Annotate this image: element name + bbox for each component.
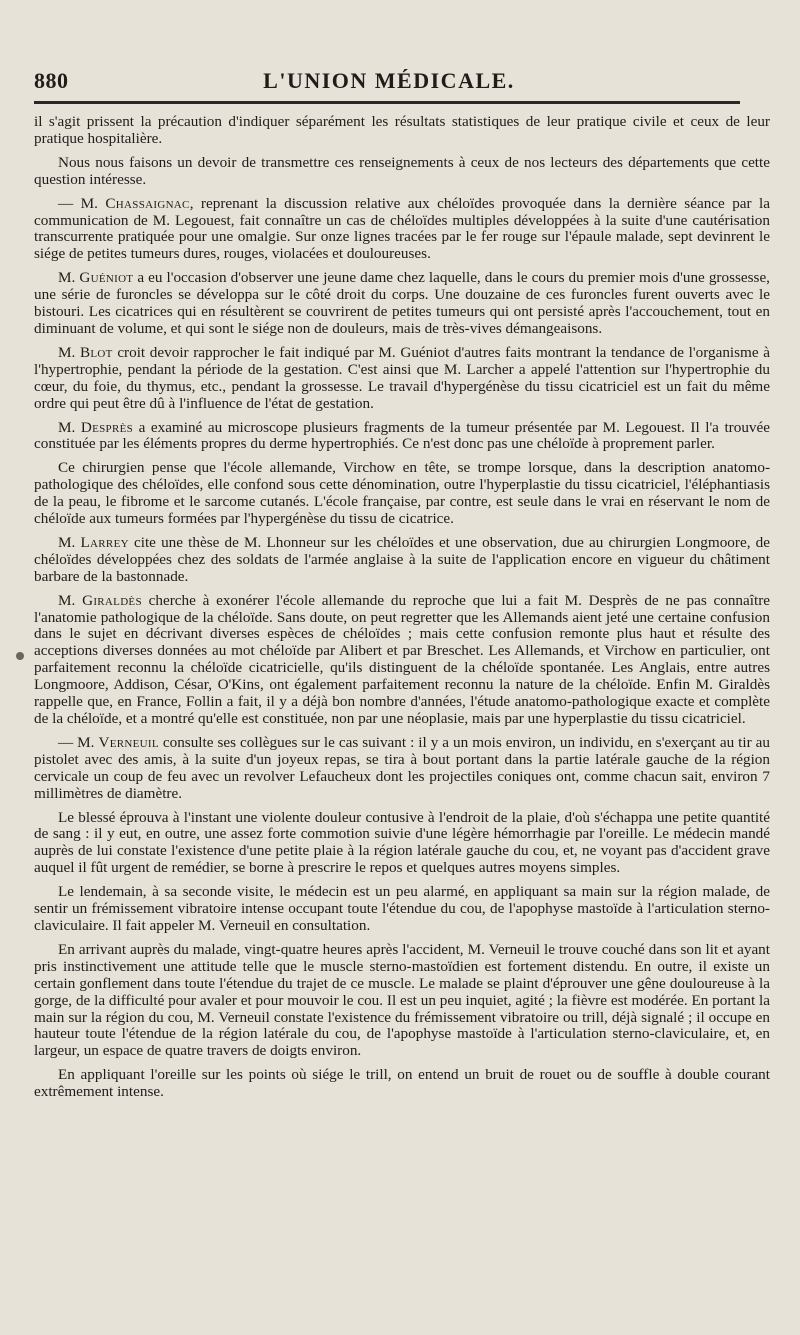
- page-header: [34, 64, 744, 98]
- paragraph-prefix: — M.: [58, 733, 99, 751]
- paragraph: [34, 155, 770, 189]
- speaker-name: Verneuil: [98, 733, 159, 751]
- paragraph-text: En arrivant auprès du malade, vingt-quatre heures après l'accident, M. Verneuil le trouve couché dans son lit et ayant pris instinctivement une attitude telle que le muscle sterno-mastoïdien est fortement distendu. En outre, il existe un certain gonflement dans toute l'étendue du trajet de ce muscle. Le malade se plaint d'éprouver une gêne douloureuse à la gorge, de la difficulté pour avaler et pour mouvoir le cou. Il est un peu inquiet, agité ; la fièvre est modérée. En portant la main sur la région du cou, M. Verneuil constate l'existence du frémissement vibratoire ou trill, déjà signalé ; il occupe en hauteur toute l'étendue de la région latérale du cou, de l'apophyse mastoïde à l'articulation sterno-claviculaire, et, en largeur, un espace de quatre travers de doigts environ.: [34, 940, 770, 1060]
- paragraph: [34, 460, 770, 528]
- header-rule: [34, 101, 740, 104]
- paragraph: [34, 884, 770, 935]
- journal-title: L'UNION MÉDICALE.: [263, 68, 515, 93]
- paragraph: [34, 535, 770, 586]
- paragraph-prefix: M.: [58, 343, 80, 361]
- page-number: 880: [34, 68, 69, 93]
- paragraph: [34, 420, 770, 454]
- paragraph: [34, 196, 770, 264]
- paragraph: [34, 593, 770, 728]
- paragraph-text: , reprenant la discussion relative aux chéloïdes provoquée dans la dernière séance par la communication de M. Legouest, fait connaître un cas de chéloïdes multiples développées à la suite d'une cautérisation transcurrente pratiquée pour une omalgie. Sur onze lignes tracées par le fer rouge sur l'épaule malade, sept devinrent le siége de petites tumeurs dures, rouges, violacées et douloureuses.: [34, 194, 770, 263]
- paragraph-text: croit devoir rapprocher le fait indiqué par M. Guéniot d'autres faits montrant la tendance de l'organisme à l'hypertrophie, pendant la période de la gestation. C'est ainsi que M. Larcher a appelé l'attention sur l'hypertrophie du cœur, du foie, du thymus, etc., pendant la grossesse. Le travail d'hypergénèse du tissu cicatriciel est un fait du même ordre qui peut être dû à l'influence de l'état de gestation.: [34, 343, 770, 412]
- paragraph-text: a examiné au microscope plusieurs fragments de la tumeur présentée par M. Legouest. Il l'a trouvée constituée par les éléments propres du derme hypertrophiés. Ce n'est donc pas une chéloïde à proprement parler.: [34, 418, 770, 453]
- paragraph-prefix: M.: [58, 418, 81, 436]
- paragraph: [34, 345, 770, 413]
- paragraph: [34, 735, 770, 803]
- paragraph-prefix: — M.: [58, 194, 106, 212]
- article-body: [34, 114, 770, 1108]
- paragraph-text: a eu l'occasion d'observer une jeune dame chez laquelle, dans le cours du premier mois d'une grossesse, une série de furoncles se développa sur le côté droit du corps. Une douzaine de ces furoncles furent ouverts avec le bistouri. Les cicatrices qui en résultèrent se couvrirent de petites tumeurs qui ont persisté après l'accouchement, tout en diminuant de volume, et qui sont le siége non de douleurs, mais de très-vives démangeaisons.: [34, 269, 770, 337]
- speaker-name: Giraldès: [82, 591, 142, 609]
- paragraph: [34, 1067, 770, 1101]
- paragraph-prefix: M.: [58, 533, 81, 551]
- paragraph-text: En appliquant l'oreille sur les points où siége le trill, on entend un bruit de rouet ou de souffle à double courant extrêmement intense.: [34, 1066, 770, 1101]
- paragraph-prefix: M.: [58, 269, 80, 287]
- paragraph-prefix: M.: [58, 591, 83, 609]
- paragraph-text: Ce chirurgien pense que l'école allemande, Virchow en tête, se trompe lorsque, dans la description anatomo-pathologique des chéloïdes, elle confond sous cette dénomination, outre l'hyperplastie du tissu cicatriciel, l'éléphantiasis de la peau, le fibrome et le sarcome cutanés. L'école française, par contre, est seule dans le vrai en réservant le nom de chéloïde aux tumeurs formées par l'hypergénèse du tissu de cicatrice.: [34, 459, 770, 528]
- speaker-name: Desprès: [80, 418, 134, 436]
- paragraph-text: cite une thèse de M. Lhonneur sur les chéloïdes et une observation, due au chirurgien Longmoore, de chéloïdes développées chez des soldats de l'armée anglaise à la suite de l'application encore en vigueur du châtiment barbare de la bastonnade.: [34, 533, 770, 585]
- paragraph: [34, 114, 770, 148]
- paragraph: [34, 942, 770, 1060]
- paragraph-text: Nous nous faisons un devoir de transmettre ces renseignements à ceux de nos lecteurs des départements que cette question intéresse.: [34, 153, 770, 188]
- paragraph: [34, 270, 770, 338]
- paragraph-text: il s'agit prissent la précaution d'indiquer séparément les résultats statistiques de leur pratique civile et ceux de leur pratique hospitalière.: [34, 113, 770, 147]
- speaker-name: Chassaignac: [105, 194, 190, 212]
- paragraph: [34, 810, 770, 878]
- paragraph-text: Le lendemain, à sa seconde visite, le médecin est un peu alarmé, en appliquant sa main sur la région malade, de sentir un frémissement vibratoire intense occupant toute l'étendue du cou, de l'apophyse mastoïde à l'articulation sterno-claviculaire. Il fait appeler M. Verneuil en consultation.: [34, 883, 770, 934]
- paragraph-text: consulte ses collègues sur le cas suivant : il y a un mois environ, un individu, en s'exerçant au tir au pistolet avec des amis, à la suite d'un joyeux repas, se tira à bout portant dans la partie latérale gauche de la région cervicale un coup de feu avec un revolver Lefaucheux dont les projectiles coniques ont, comme chacun sait, environ 7 millimètres de diamètre.: [34, 733, 770, 802]
- speaker-name: Blot: [79, 343, 113, 361]
- paragraph-text: Le blessé éprouva à l'instant une violente douleur contusive à l'endroit de la plaie, d'où s'échappa une petite quantité de sang : il y eut, en outre, une assez forte commotion suivie d'une légère hémorrhagie par l'oreille. Le médecin mandé auprès de lui constate l'existence d'une petite plaie à la région latérale gauche du cou, et, ne voyant pas d'accident grave auquel il fût urgent de remédier, se borne à prescrire le repos et quelques autres moyens simples.: [34, 808, 770, 877]
- paragraph-text: cherche à exonérer l'école allemande du reproche que lui a fait M. Desprès de ne pas connaître l'anatomie pathologique de la chéloïde. Sans doute, on peut regretter que les Allemands aient jeté une certaine confusion dans le sujet en décrivant diverses espèces de chéloïdes ; mais cette confusion remonte plus haut et résulte des acceptions diverses données au mot chéloïde par Alibert et par Breschet. Les Allemands, et Virchow en particulier, ont parfaitement reconnu la chéloïde cicatricielle, qu'ils distinguent de la chéloïde spontanée. Les Anglais, entre autres Longmoore, Addison, César, O'Kins, ont également parfaitement reconnu la nature de la chéloïde. Enfin M. Giraldès rappelle que, en France, Follin a fait, il y a déjà bon nombre d'années, l'étude anatomo-pathologique exacte et complète de la chéloïde, et a montré qu'elle est constituée, non par une néoplasie, mais par une hyperplastie du tissu cicatriciel.: [34, 591, 770, 727]
- speaker-name: Guéniot: [79, 269, 134, 287]
- speaker-name: Larrey: [80, 533, 129, 551]
- margin-mark: [16, 652, 24, 660]
